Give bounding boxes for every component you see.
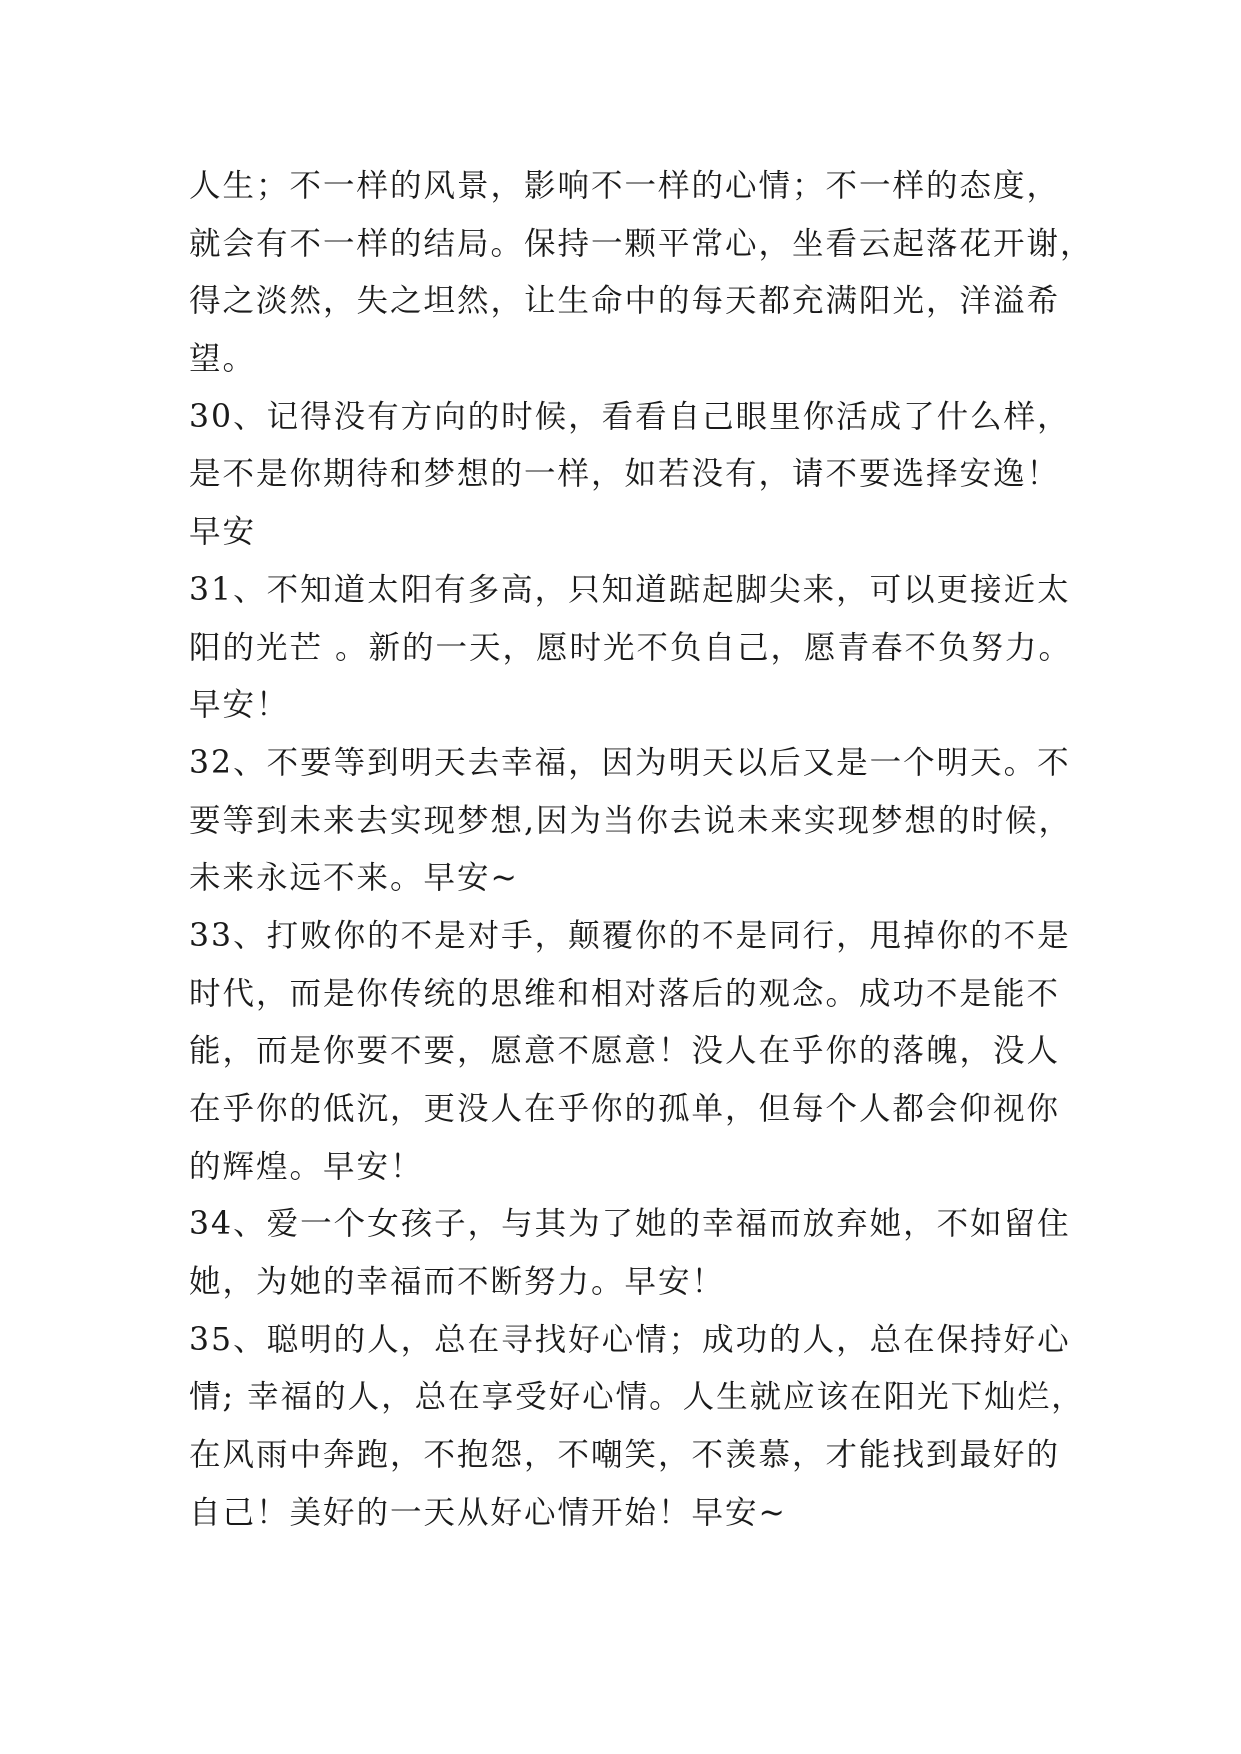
- text-line: 她，为她的幸福而不断努力。早安！: [189, 1264, 726, 1301]
- text-line: 早安！: [189, 687, 290, 724]
- item-30-line: 30、记得没有方向的时候，看看自己眼里你活成了什么样，: [189, 398, 1071, 435]
- text-line: 是不是你期待和梦想的一样，如若没有，请不要选择安逸！: [189, 456, 1061, 493]
- text-line: 望。: [189, 341, 257, 378]
- text-line: 在乎你的低沉，更没人在乎你的孤单，但每个人都会仰视你: [189, 1091, 1061, 1127]
- text-line: 能，而是你要不要，愿意不愿意！没人在乎你的落魄，没人: [189, 1033, 1061, 1070]
- text-line: 未来永远不来。早安~: [189, 860, 519, 897]
- document-body: [189, 158, 1094, 1543]
- text-line: 早安: [189, 514, 257, 551]
- item-31-line: 31、不知道太阳有多高，只知道踮起脚尖来，可以更接近太: [189, 571, 1071, 608]
- text-line: 自己！美好的一天从好心情开始！早安~: [189, 1494, 787, 1531]
- item-34-line: 34、爱一个女孩子，与其为了她的幸福而放弃她，不如留住: [189, 1206, 1071, 1243]
- text-line: 人生；不一样的风景，影响不一样的心情；不一样的态度，: [189, 168, 1061, 204]
- text-line: 在风雨中奔跑，不抱怨，不嘲笑，不羡慕，才能找到最好的: [189, 1437, 1061, 1474]
- item-33-line: 33、打败你的不是对手，颠覆你的不是同行，甩掉你的不是: [189, 917, 1071, 954]
- text-line: 情; 幸福的人，总在享受好心情。人生就应该在阳光下灿烂，: [189, 1379, 1085, 1416]
- text-line: 得之淡然，失之坦然，让生命中的每天都充满阳光，洋溢希: [189, 283, 1061, 320]
- text-line: 的辉煌。早安！: [189, 1148, 424, 1185]
- text-line: 要等到未来去实现梦想,因为当你去说未来实现梦想的时候，: [189, 802, 1073, 839]
- text-line: 时代，而是你传统的思维和相对落后的观念。成功不是能不: [189, 975, 1061, 1012]
- text-line: 就会有不一样的结局。保持一颗平常心，坐看云起落花开谢，: [189, 225, 1094, 262]
- text-line: 阳的光芒 。新的一天，愿时光不负自己，愿青春不负努力。: [189, 629, 1073, 666]
- item-32-line: 32、不要等到明天去幸福，因为明天以后又是一个明天。不: [189, 744, 1071, 781]
- item-35-line: 35、聪明的人，总在寻找好心情；成功的人，总在保持好心: [189, 1321, 1071, 1358]
